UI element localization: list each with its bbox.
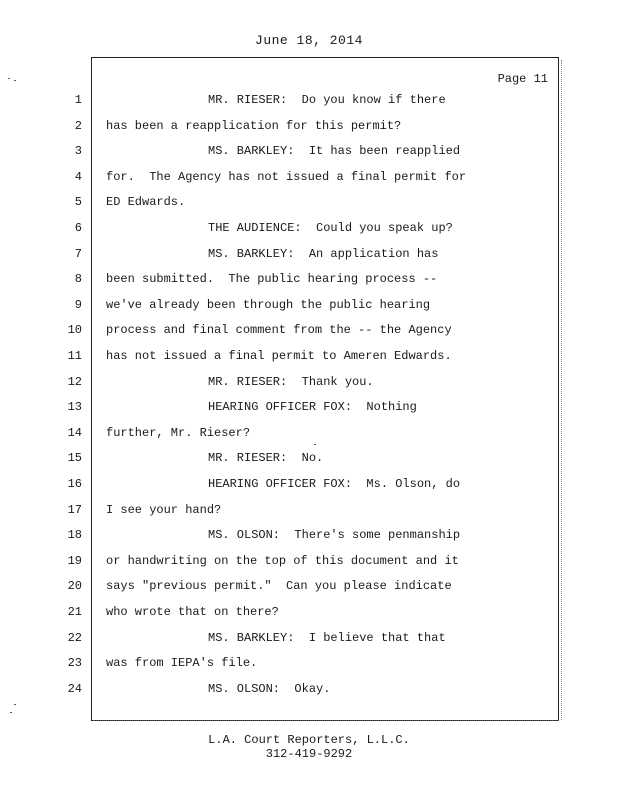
line-text: for. The Agency has not issued a final permit for bbox=[106, 169, 467, 184]
footer-company: L.A. Court Reporters, L.L.C. bbox=[208, 733, 410, 747]
transcript-line bbox=[0, 298, 618, 318]
scan-speck bbox=[14, 80, 16, 81]
line-number: 4 bbox=[74, 169, 82, 184]
line-number: 11 bbox=[67, 349, 82, 363]
line-text: been submitted. The public hearing process -- bbox=[106, 272, 438, 287]
transcript-line bbox=[0, 426, 618, 446]
transcript-line bbox=[0, 221, 618, 241]
transcript-line bbox=[0, 119, 618, 139]
line-number: 21 bbox=[67, 605, 82, 619]
line-text: process and final comment from the -- the Agency bbox=[106, 323, 452, 338]
transcript-line bbox=[0, 400, 618, 420]
transcript-line bbox=[0, 170, 618, 190]
transcript-line bbox=[0, 349, 618, 369]
page-number-label: Page 11 bbox=[497, 72, 548, 86]
line-number: 15 bbox=[67, 451, 82, 466]
line-text: MS. BARKLEY: An application has bbox=[208, 246, 439, 261]
line-number: 2 bbox=[74, 118, 82, 133]
transcript-line bbox=[0, 579, 618, 599]
line-number: 8 bbox=[74, 272, 82, 287]
line-number: 14 bbox=[67, 425, 82, 440]
line-text: ED Edwards. bbox=[106, 195, 186, 210]
line-text: MS. BARKLEY: I believe that that bbox=[208, 630, 446, 645]
footer-phone: 312-419-9292 bbox=[265, 747, 353, 761]
line-text: MR. RIESER: No. bbox=[208, 451, 324, 466]
scan-speck bbox=[10, 712, 12, 713]
transcript-line bbox=[0, 477, 618, 497]
line-text: MS. OLSON: Okay. bbox=[208, 681, 331, 696]
line-text: we've already been through the public hearing bbox=[106, 297, 431, 312]
line-text: I see your hand? bbox=[106, 502, 222, 517]
line-number: 20 bbox=[67, 579, 82, 594]
line-text: MR. RIESER: Do you know if there bbox=[208, 93, 446, 107]
line-number: 16 bbox=[67, 477, 82, 491]
line-text: says "previous permit." Can you please indicate bbox=[106, 579, 452, 594]
line-number: 17 bbox=[67, 502, 82, 517]
line-text: MS. OLSON: There's some penmanship bbox=[208, 528, 461, 543]
line-number: 22 bbox=[67, 630, 82, 645]
line-number: 6 bbox=[74, 221, 82, 235]
line-text: THE AUDIENCE: Could you speak up? bbox=[208, 221, 453, 235]
transcript-line bbox=[0, 323, 618, 343]
transcript-line bbox=[0, 451, 618, 471]
page-header-date: June 18, 2014 bbox=[255, 33, 363, 48]
transcript-line bbox=[0, 195, 618, 215]
line-text: further, Mr. Rieser? bbox=[106, 425, 251, 440]
transcript-line bbox=[0, 631, 618, 651]
line-number: 23 bbox=[67, 656, 82, 671]
scan-speck bbox=[314, 444, 316, 445]
line-text: MR. RIESER: Thank you. bbox=[208, 374, 374, 389]
line-number: 12 bbox=[67, 374, 82, 389]
line-number: 18 bbox=[67, 528, 82, 543]
line-text: who wrote that on there? bbox=[106, 605, 279, 619]
line-text: has not issued a final permit to Ameren Edwards. bbox=[106, 349, 452, 363]
line-text: or handwriting on the top of this document and it bbox=[106, 553, 459, 568]
transcript-line bbox=[0, 375, 618, 395]
line-number: 19 bbox=[67, 553, 82, 568]
line-number: 9 bbox=[74, 297, 82, 312]
transcript-line bbox=[0, 144, 618, 164]
line-text: HEARING OFFICER FOX: Nothing bbox=[208, 400, 417, 415]
scan-speck bbox=[14, 704, 16, 705]
line-number: 24 bbox=[67, 681, 82, 696]
line-number: 5 bbox=[74, 195, 82, 210]
scan-speck bbox=[8, 78, 10, 79]
transcript-line bbox=[0, 503, 618, 523]
line-number: 10 bbox=[67, 323, 82, 338]
frame-shadow bbox=[93, 720, 559, 723]
line-text: was from IEPA's file. bbox=[106, 656, 258, 671]
line-number: 13 bbox=[67, 400, 82, 415]
line-number: 3 bbox=[74, 144, 82, 159]
transcript-line bbox=[0, 554, 618, 574]
line-text: MS. BARKLEY: It has been reapplied bbox=[208, 144, 461, 159]
transcript-line bbox=[0, 656, 618, 676]
transcript-line bbox=[0, 682, 618, 702]
transcript-line bbox=[0, 247, 618, 267]
transcript-line bbox=[0, 605, 618, 625]
transcript-line bbox=[0, 272, 618, 292]
line-number: 7 bbox=[74, 246, 82, 261]
line-number: 1 bbox=[74, 93, 82, 107]
transcript-line bbox=[0, 93, 618, 113]
line-text: HEARING OFFICER FOX: Ms. Olson, do bbox=[208, 477, 461, 491]
transcript-line bbox=[0, 528, 618, 548]
line-text: has been a reapplication for this permit? bbox=[106, 118, 402, 133]
